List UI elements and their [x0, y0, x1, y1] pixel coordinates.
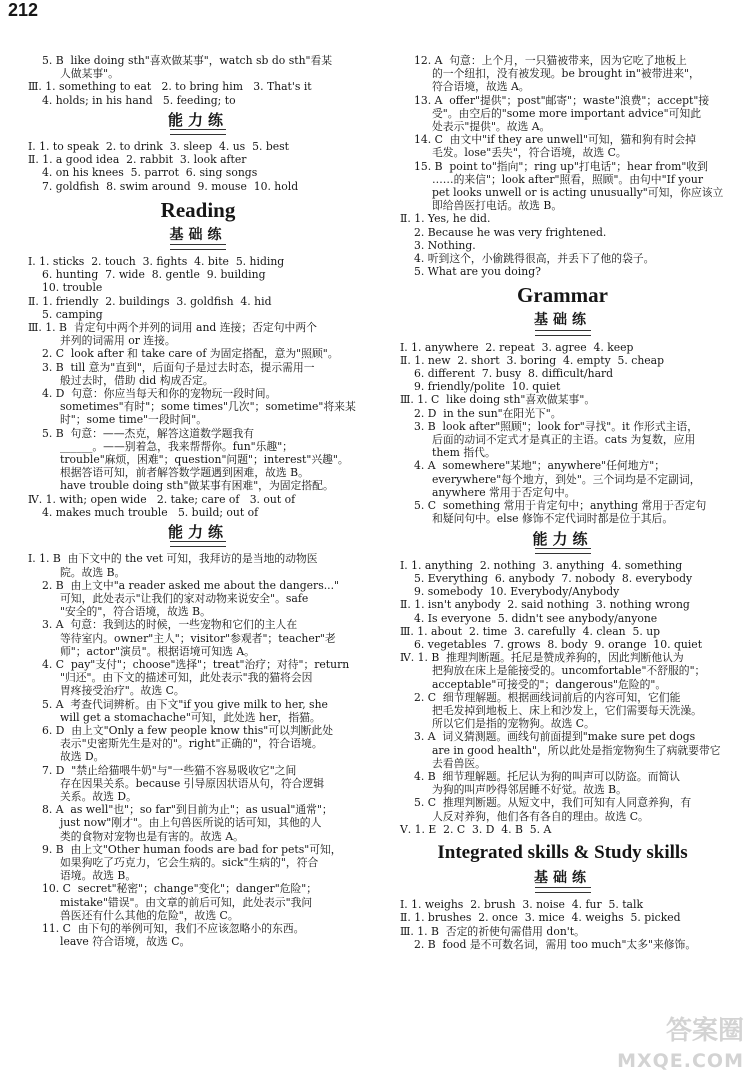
answer-line: 4. Is everyone 5. didn't see anybody/anyone [414, 611, 658, 625]
answer-line: 6. different 7. busy 8. difficult/hard [414, 367, 614, 381]
answer-line: 人反对养狗，他们各有各自的理由。故选 C。 [432, 809, 649, 823]
answer-line: 4. holds; in his hand 5. feeding; to [42, 93, 236, 107]
unit-section-title: Grammar [517, 283, 608, 308]
answer-line: 5. B like doing sth"喜欢做某事"，watch sb do sth"看某 [42, 54, 333, 67]
answer-line: 毛发。lose"丢失"，符合语境，故选 C。 [432, 146, 627, 160]
answer-line: 11. C 由下句的举例可知，我们不应该忽略小的东西。 [42, 921, 305, 935]
answer-line: 2. B food 是不可数名词，需用 too much"太多"来修饰。 [414, 937, 697, 951]
answer-line: "归还"。由下文的描述可知，此处表示"我的猫将会因 [60, 671, 313, 685]
section-heading-basic: 基础练 [400, 314, 725, 335]
answer-line: 3. Nothing. [414, 238, 476, 252]
answer-line: leave 符合语境，故选 C。 [60, 935, 191, 949]
answer-line: 10. trouble [42, 281, 103, 295]
answer-line: 2. C look after 和 take care of 为固定搭配，意为"照顾"。 [42, 347, 339, 361]
answer-line: sometimes"有时"；some times"几次"；sometime"将来某 [60, 400, 356, 414]
answer-line: 5. What are you doing? [414, 265, 541, 279]
answer-line: Ⅲ. 1. B 肯定句中两个并列的词用 and 连接；否定句中两个 [28, 321, 317, 335]
answer-line: everywhere"每个地方，到处"。三个词均是不定副词， [432, 472, 701, 486]
answer-line: 时"；some time"一段时间"。 [60, 413, 207, 427]
answer-line: 4. C pay"支付"；choose"选择"；treat"治疗；对待"；return [42, 657, 350, 671]
answer-line: 3. A 句意：我到达的时候，一些宠物和它们的主人在 [42, 618, 298, 632]
section-heading-ability: 能力练 [400, 533, 725, 554]
answer-line: Ⅲ. 1. something to eat 2. to bring him 3. That's it [28, 80, 312, 94]
answer-line: 15. B point to"指向"；ring up"打电话"；hear from"收到 [414, 159, 708, 173]
answer-line: 4. B 细节理解题。托尼认为狗的叫声可以防盗。而简认 [414, 769, 681, 783]
answer-line: 9. somebody 10. Everybody/Anybody [414, 585, 620, 599]
right-column [400, 54, 725, 951]
answer-line: Ⅰ. 1. B 由下文中的 the vet 可知，我拜访的是当地的动物医 [28, 552, 318, 566]
answer-line: 9. B 由上文"Other human foods are bad for pets"可知， [42, 842, 342, 856]
answer-line: 13. A offer"提供"；post"邮寄"；waste"浪费"；accept"接 [414, 93, 710, 107]
answer-line: trouble"麻烦，困难"；question"问题"；interest"兴趣"。 [60, 453, 349, 467]
answer-line: 5. A 考查代词辨析。由下文"if you give milk to her, she [42, 697, 328, 711]
answer-line: Ⅰ. 1. to speak 2. to drink 3. sleep 4. us 5. best [28, 140, 289, 154]
answer-line: Ⅰ. 1. sticks 2. touch 3. fights 4. bite 5. hiding [28, 255, 285, 269]
section-heading-ability: 能力练 [28, 114, 368, 135]
unit-section-title: Reading [160, 197, 236, 222]
answer-line: 5. Everything 6. anybody 7. nobody 8. everybody [414, 571, 693, 585]
answer-line: 3. B till 意为"直到"，后面句子是过去时态，提示需用一 [42, 360, 315, 374]
answer-line: 把毛发掉到地板上、床上和沙发上，它们需要每天洗澡。 [432, 703, 702, 717]
answer-line: 师"；actor"演员"。根据语境可知选 A。 [60, 644, 255, 658]
left-column [28, 54, 368, 948]
watermark-logo [617, 1016, 744, 1076]
answer-line: 兽医还有什么其他的危险"，故选 C。 [60, 908, 239, 922]
answer-line: Ⅱ. 1. a good idea 2. rabbit 3. look after [28, 153, 247, 167]
answer-line: 7. D "禁止给猫喂牛奶"与"一些猫不容易吸收它"之间 [42, 763, 297, 777]
answer-line: 所以它们是指的宠物狗。故选 C。 [432, 717, 595, 731]
answer-line: 6. vegetables 7. grows 8. body 9. orange 10. quiet [414, 637, 703, 651]
answer-line: 6. hunting 7. wide 8. gentle 9. building [42, 268, 266, 282]
answer-line: 为狗的叫声吵得邻居睡不好觉。故选 B。 [432, 783, 627, 797]
answer-line: acceptable"可接受的"；dangerous"危险的"。 [432, 677, 667, 691]
answer-line: "安全的"，符合语境，故选 B。 [60, 605, 211, 619]
answer-line: 表示"史密斯先生是对的"。right"正确的"，符合语境。 [60, 737, 323, 751]
answer-line: 7. goldfish 8. swim around 9. mouse 10. hold [42, 179, 299, 193]
answer-line: 5. C 推理判断题。从短文中，我们可知有人同意养狗，有 [414, 796, 692, 810]
answer-line: 12. A 句意：上个月，一只猫被带来，因为它吃了地板上 [414, 54, 687, 67]
answer-line: 5. B 句意：——杰克，解答这道数学题我有 [42, 426, 255, 440]
answer-line: 根据答语可知，前者解答数学题遇到困难，故选 B。 [60, 466, 309, 480]
answer-line: 并列的词需用 or 连接。 [60, 334, 176, 348]
answer-line: mistake"错误"。由文章的前后可知，此处表示"我问 [60, 895, 313, 909]
answer-line: 胃疼接受治疗"。故选 C。 [60, 684, 185, 698]
answer-line: 8. A as well"也"；so far"到目前为止"；as usual"通常"； [42, 803, 333, 817]
answer-line: 4. A somewhere"某地"；anywhere"任何地方"； [414, 459, 666, 473]
answer-line: 4. D 句意：你应当每天和你的宠物玩一段时间。 [42, 387, 277, 401]
section-heading-basic: 基础练 [28, 229, 368, 250]
answer-line: 即给兽医打电话。故选 B。 [432, 199, 563, 213]
answer-line: 语境。故选 B。 [60, 869, 137, 883]
answer-line: 14. C 由文中"if they are unwell"可知，猫和狗有时会掉 [414, 133, 696, 147]
answer-line: Ⅱ. 1. new 2. short 3. boring 4. empty 5. cheap [400, 353, 665, 367]
watermark-bottom: MXQE.COM [617, 1050, 744, 1072]
section-heading-basic: 基础练 [400, 872, 725, 893]
answer-line: Ⅳ. 1. with; open wide 2. take; care of 3. out of [28, 492, 296, 506]
answer-line: 3. B look after"照顾"；look for"寻找"。it 作形式主语， [414, 419, 699, 433]
answer-line: 2. B 由上文中"a reader asked me about the dangers..." [42, 578, 340, 592]
answer-line: 等待室内。owner"主人"；visitor"参观者"；teacher"老 [60, 631, 336, 645]
answer-line: Ⅲ. 1. about 2. time 3. carefully 4. clean 5. up [400, 624, 661, 638]
answer-line: Ⅱ. 1. isn't anybody 2. said nothing 3. nothing wrong [400, 598, 690, 612]
answer-line: Ⅰ. 1. weighs 2. brush 3. noise 4. fur 5. talk [400, 898, 643, 912]
section-heading-ability: 能力练 [28, 526, 368, 547]
watermark-top: 答案圈 [665, 1016, 744, 1046]
answer-line: 10. C secret"秘密"；change"变化"；danger"危险"； [42, 882, 318, 896]
answer-line: just now"刚才"。由上句兽医所说的话可知，其他的人 [60, 816, 322, 830]
answer-line: will get a stomachache"可知，此处选 her，指猫。 [60, 710, 321, 724]
answer-line: pet looks unwell or is acting unusually"可知，你应该立 [432, 186, 724, 200]
answer-line: 9. friendly/polite 10. quiet [414, 380, 561, 394]
answer-line: 和疑问句中。else 修饰不定代词时都是位于其后。 [432, 512, 674, 526]
answer-line: 的一个纽扣，没有被发现。be brought in"被带进来"， [432, 67, 700, 81]
answer-line: 把狗放在床上是能接受的。uncomfortable"不舒服的"； [432, 664, 706, 678]
answer-line: them 指代。 [432, 446, 496, 460]
answer-line: 去看兽医。 [432, 756, 486, 770]
answer-line: 处表示"提供"。故选 A。 [432, 120, 551, 134]
answer-line: 关系。故选 D。 [60, 789, 137, 803]
answer-line: Ⅴ. 1. E 2. C 3. D 4. B 5. A [400, 822, 552, 836]
answer-line: Ⅲ. 1. C like doing sth"喜欢做某事"。 [400, 393, 596, 407]
answer-line: 5. C something 常用于肯定句中；anything 常用于否定句 [414, 499, 707, 513]
answer-line: 2. Because he was very frightened. [414, 225, 607, 239]
answer-line: anywhere 常用于否定句中。 [432, 485, 576, 499]
answer-line: 类的食物对宠物也是有害的。故选 A。 [60, 829, 244, 843]
answer-line: Ⅱ. 1. Yes, he did. [400, 212, 491, 226]
answer-line: Ⅰ. 1. anything 2. nothing 3. anything 4. something [400, 558, 683, 572]
answer-line: 故选 D。 [60, 750, 105, 764]
answer-line: 2. D in the sun"在阳光下"。 [414, 406, 562, 420]
answer-line: Ⅲ. 1. B 否定的祈使句需借用 don't。 [400, 924, 585, 938]
answer-line: 2. C 细节理解题。根据画线词前后的内容可知，它们能 [414, 690, 681, 704]
answer-line: 后面的动词不定式才是真正的主语。cats 为复数，应用 [432, 433, 696, 447]
answer-line: Ⅱ. 1. friendly 2. buildings 3. goldfish 4. hid [28, 294, 272, 308]
answer-line: 6. D 由上文"Only a few people know this"可以判断此处 [42, 723, 334, 737]
answer-line: ……的来信"；look after"照看，照顾"。由句中"If your [432, 172, 703, 186]
answer-line: 存在因果关系。because 引导原因状语从句，符合逻辑 [60, 776, 325, 790]
unit-section-title: Integrated skills & Study skills [437, 841, 688, 863]
answer-line: 4. 听到这个，小偷跳得很高，并丢下了他的袋子。 [414, 252, 655, 266]
answer-line: 如果狗吃了巧克力，它会生病的。sick"生病的"，符合 [60, 855, 319, 869]
answer-line: Ⅰ. 1. anywhere 2. repeat 3. agree 4. keep [400, 340, 634, 354]
answer-line: ______。——别着急，我来帮帮你。fun"乐趣"； [60, 439, 293, 453]
answer-line: 人做某事"。 [60, 67, 119, 81]
answer-line: 符合语境，故选 A。 [432, 80, 530, 94]
answer-line: 4. makes much trouble 5. build; out of [42, 505, 259, 519]
answer-line: 院。故选 B。 [60, 565, 126, 579]
answer-line: have trouble doing sth"做某事有困难"，为固定搭配。 [60, 479, 334, 493]
answer-line: Ⅳ. 1. B 推理判断题。托尼是赞成养狗的，因此判断他认为 [400, 651, 684, 665]
answer-line: 4. on his knees 5. parrot 6. sing songs [42, 166, 258, 180]
answer-line: 般过去时，借助 did 构成否定。 [60, 373, 214, 387]
answer-line: 3. A 词义猜测题。画线句前面提到"make sure pet dogs [414, 730, 696, 744]
answer-line: 可知，此处表示"让我们的家对动物来说安全"。safe [60, 591, 309, 605]
answer-line: 5. camping [42, 307, 103, 321]
page-number: 212 [8, 0, 39, 20]
answer-line: are in good health"，所以此处是指宠物狗生了病就要带它 [432, 743, 721, 757]
answer-line: Ⅱ. 1. brushes 2. once 3. mice 4. weighs 5. picked [400, 911, 681, 925]
answer-line: 受"。由空后的"some more important advice"可知此 [432, 106, 701, 120]
